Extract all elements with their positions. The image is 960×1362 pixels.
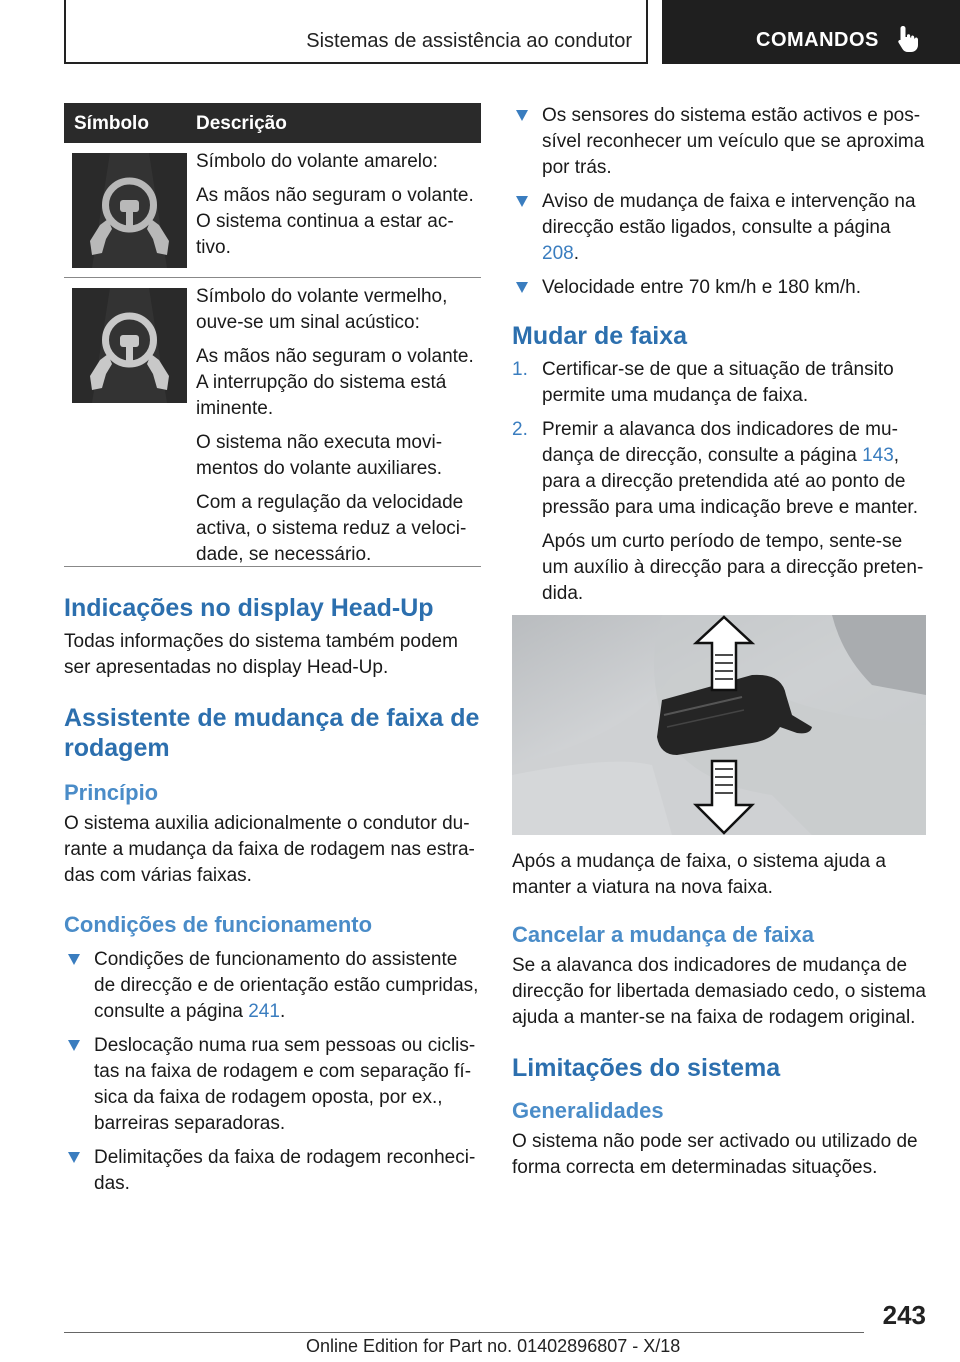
footer-edition: Online Edition for Part no. 01402896807 - X/18 [306,1336,681,1356]
steering-wheel-hands-yellow-icon [72,153,187,268]
triangle-bullet-icon [68,1152,80,1163]
list-item: 2. Premir a alavanca dos indicadores de mudança de direcção, consulte a página 143, para a direcção pretendida até ao ponto de pressão para uma indicação breve e manter. [512,419,918,518]
list-item: 1. Certificar-se de que a situação de trânsito permite uma mudança de faixa. [512,359,894,406]
row-text: O sistema não executa movimentos do volante auxiliares. [196,432,443,479]
page-link[interactable]: 241 [248,1001,280,1022]
general-text: O sistema não pode ser activado ou utilizado de forma correcta em determinadas situações. [512,1131,918,1178]
page-link[interactable]: 143 [862,445,894,466]
page-number: 243 [882,1300,926,1330]
row-text: Símbolo do volante vermelho, ouve-se um sinal acústico: [196,286,448,333]
steering-wheel-hands-red-icon [72,288,187,403]
triangle-bullet-icon [516,196,528,207]
footer-divider [64,1332,864,1333]
cancel-heading: Cancelar a mudança de faixa [512,922,815,947]
lane-assistant-heading: Assistente de mudança de faixa de rodagem [64,704,480,762]
symbol-table [64,103,481,567]
row-text: As mãos não seguram o volante. A interrupção do sistema está iminente. [196,346,474,419]
triangle-bullet-icon [516,110,528,121]
turn-signal-lever-photo [512,615,926,835]
general-heading: Generalidades [512,1098,664,1123]
chapter-tab-label: COMANDOS [756,29,879,51]
list-item: Condições de funcionamento do assistente de direcção e de orientação estão cumpridas, consulte a página 241. [64,947,481,1025]
list-item: Aviso de mudança de faixa e intervenção na direcção estão ligados, consulte a página 208. [512,189,926,267]
list-item: Os sensores do sistema estão activos e possível reconhecer um veículo que se aproxima por trás. [512,103,926,181]
list-item: Delimitações da faixa de rodagem reconhecidas. [64,1145,481,1197]
step-number: 2. [512,419,528,440]
hud-heading: Indicações no display Head-Up [64,594,434,622]
triangle-bullet-icon [68,954,80,965]
row-description [196,143,481,273]
after-change-text: Após a mudança de faixa, o sistema ajuda a manter a viatura na nova faixa. [512,851,886,898]
header-frame [64,0,648,64]
row-text: Com a regulação da velocidade activa, o sistema reduz a velocidade, se necessário. [196,492,467,565]
row-description [196,278,481,580]
cancel-text: Se a alavanca dos indicadores de mudança de direcção for libertada demasiado cedo, o sistema ajuda a manter-se na faixa de rodagem original. [512,955,927,1028]
right-column [512,103,926,1189]
principle-heading: Princípio [64,780,159,805]
triangle-bullet-icon [516,282,528,293]
table-row [64,278,481,567]
step-extra-text: Após um curto período de tempo, sente-se um auxílio à direcção para a direcção pretendida. [542,531,924,604]
page-link[interactable]: 208 [542,243,574,264]
header-description: Descrição [196,113,287,134]
table-row [64,143,481,278]
conditions-heading: Condições de funcionamento [64,912,373,937]
table-header [64,103,481,143]
limits-heading: Limitações do sistema [512,1054,781,1082]
header-symbol: Símbolo [74,113,149,134]
step-number: 1. [512,359,528,380]
triangle-bullet-icon [68,1040,80,1051]
section-title: Sistemas de assistência ao condutor [306,30,632,52]
left-column [64,103,481,1205]
hud-text: Todas informações do sistema também podem ser apresentadas no display Head-Up. [64,631,458,678]
chapter-tab[interactable] [662,0,960,64]
hand-pointer-icon [896,24,920,54]
list-item: Velocidade entre 70 km/h e 180 km/h. [512,275,926,301]
row-text: Símbolo do volante amarelo: [196,151,438,172]
row-text: As mãos não seguram o volante. O sistema continua a estar activo. [196,185,474,258]
principle-text: O sistema auxilia adicionalmente o condutor durante a mudança da faixa de rodagem nas estradas com várias faixas. [64,813,475,886]
list-item: Deslocação numa rua sem pessoas ou ciclistas na faixa de rodagem e com separação física da faixa de rodagem oposta, por ex., barreiras separadoras. [64,1033,481,1137]
change-lane-heading: Mudar de faixa [512,322,688,350]
